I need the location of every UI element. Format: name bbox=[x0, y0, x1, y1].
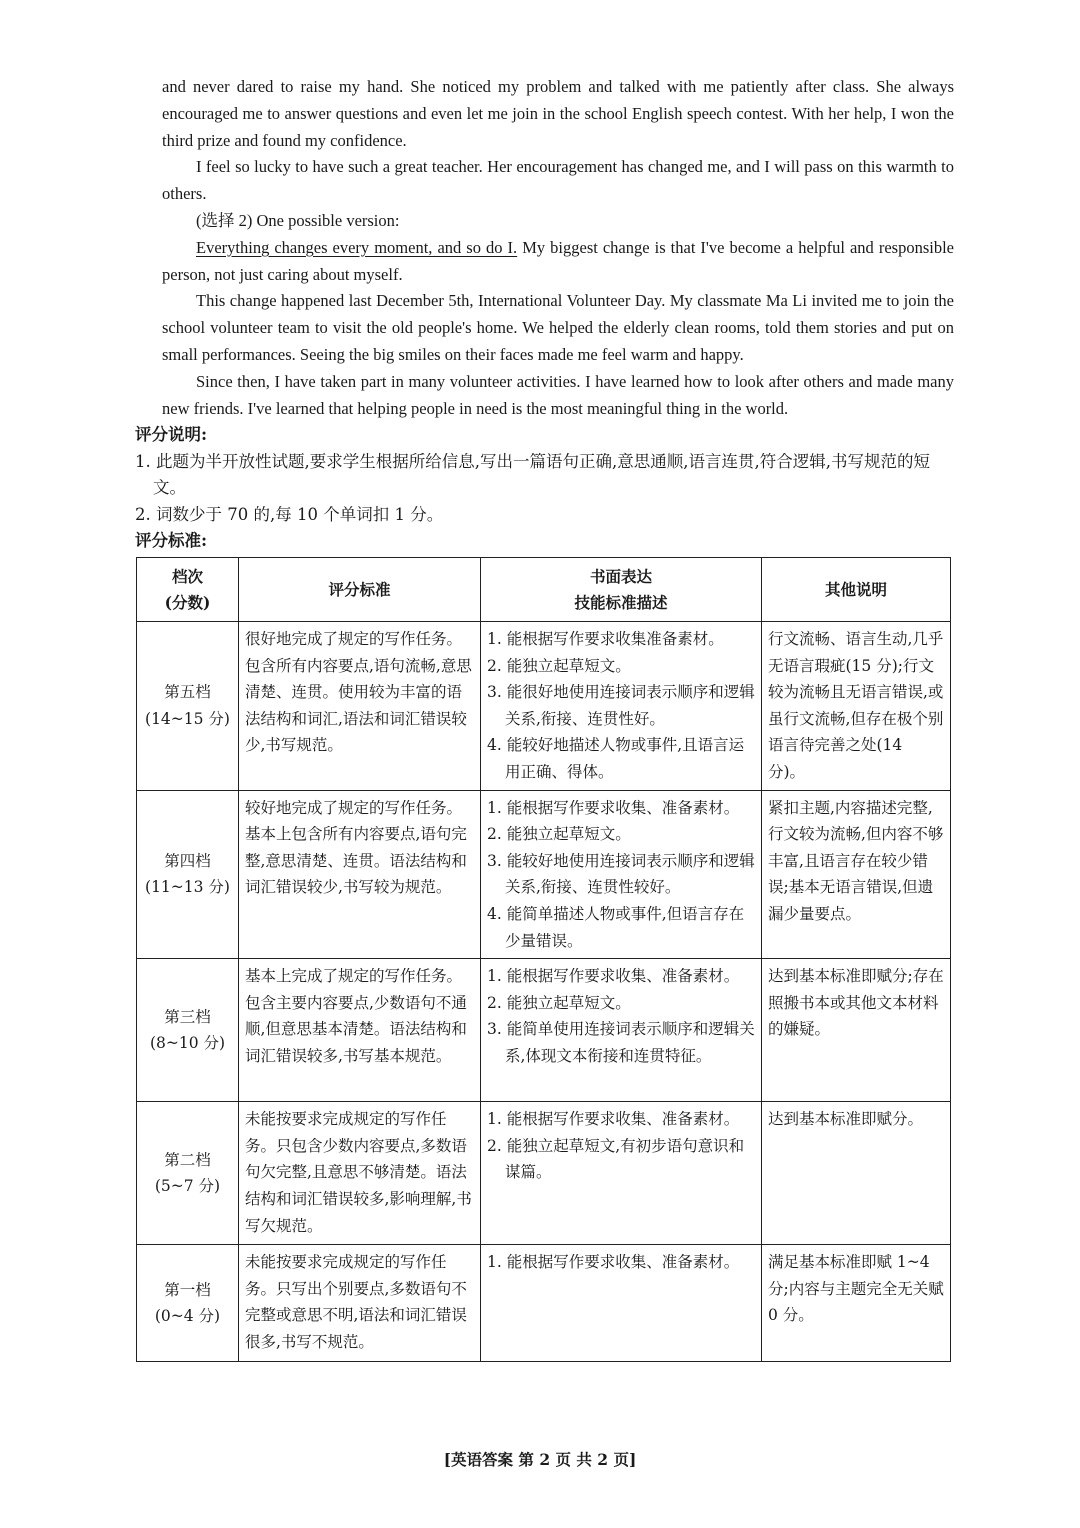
option-2-label: (选择 2) One possible version: bbox=[196, 210, 400, 230]
other-cell: 达到基本标准即赋分;存在照搬书本或其他文本材料的嫌疑。 bbox=[762, 959, 951, 1102]
band-score: (14~15 分) bbox=[145, 709, 230, 728]
band-label: 第三档 bbox=[164, 1007, 211, 1026]
essay-paragraph-5: Since then, I have taken part in many volunteer activities. I have learned how to look after others and made many new friends. I've learned that helping people in need is the most meaningful thing in the world. bbox=[162, 371, 954, 418]
table-row bbox=[137, 1245, 951, 1362]
other-cell: 行文流畅、语言生动,几乎无语言瑕疵(15 分);行文较为流畅且无语言错误,或虽行文流畅,但存在极个别语言待完善之处(14 分)。 bbox=[762, 622, 951, 791]
table-row bbox=[137, 790, 951, 959]
skill-item: 1. 能根据写作要求收集、准备素材。 bbox=[487, 1110, 740, 1129]
scoring-note-1: 1. 此题为半开放性试题,要求学生根据所给信息,写出一篇语句正确,意思通顺,语言连贯,符合逻辑,书写规范的短文。 bbox=[135, 451, 930, 497]
band-score: (8~10 分) bbox=[149, 1034, 226, 1053]
band-cell bbox=[137, 1102, 239, 1245]
skill-item: 2. 能独立起草短文。 bbox=[487, 656, 631, 675]
table-row bbox=[137, 622, 951, 791]
band-cell bbox=[137, 790, 239, 959]
skill-item: 1. 能根据写作要求收集、准备素材。 bbox=[487, 798, 740, 817]
skill-item: 2. 能独立起草短文。 bbox=[487, 825, 631, 844]
table-header-row bbox=[137, 558, 951, 622]
skills-cell bbox=[481, 622, 762, 791]
criteria-cell: 很好地完成了规定的写作任务。包含所有内容要点,语句流畅,意思清楚、连贯。使用较为丰富的语法结构和词汇,语法和词汇错误较少,书写规范。 bbox=[239, 622, 481, 791]
header-skills-line1: 书面表达 bbox=[589, 566, 652, 586]
skill-item: 1. 能根据写作要求收集、准备素材。 bbox=[487, 967, 740, 986]
header-band bbox=[137, 558, 239, 622]
header-other: 其他说明 bbox=[762, 558, 951, 622]
table-row bbox=[137, 959, 951, 1102]
criteria-cell: 较好地完成了规定的写作任务。基本上包含所有内容要点,语句完整,意思清楚、连贯。语法结构和词汇错误较少,书写较为规范。 bbox=[239, 790, 481, 959]
other-cell: 紧扣主题,内容描述完整,行文较为流畅,但内容不够丰富,且语言存在较少错误;基本无语言错误,但遗漏少量要点。 bbox=[762, 790, 951, 959]
essay-paragraph-1: and never dared to raise my hand. She noticed my problem and talked with me patiently after class. She always encouraged me to answer questions and even let me join in the school English speech contest. With her help, I won the third prize and found my confidence. bbox=[162, 77, 954, 150]
header-band-line1: 档次 bbox=[171, 566, 203, 586]
band-cell bbox=[137, 1245, 239, 1362]
skill-item: 3. 能很好地使用连接词表示顺序和逻辑关系,衔接、连贯性好。 bbox=[487, 683, 755, 728]
essay-paragraph-3 bbox=[162, 235, 954, 289]
band-label: 第一档 bbox=[164, 1280, 211, 1299]
essay-paragraph-3-rest: My biggest change is that I've become a helpful and responsible person, not just caring about myself. bbox=[162, 237, 954, 284]
band-label: 第二档 bbox=[164, 1150, 211, 1169]
criteria-cell: 基本上完成了规定的写作任务。包含主要内容要点,少数语句不通顺,但意思基本清楚。语法结构和词汇错误较多,书写基本规范。 bbox=[239, 959, 481, 1102]
header-skills bbox=[481, 558, 762, 622]
other-cell: 满足基本标准即赋 1~4 分;内容与主题完全无关赋 0 分。 bbox=[762, 1245, 951, 1362]
model-essay bbox=[162, 74, 954, 422]
scoring-note-2: 2. 词数少于 70 的,每 10 个单词扣 1 分。 bbox=[135, 504, 444, 524]
band-score: (11~13 分) bbox=[145, 878, 230, 897]
skills-cell bbox=[481, 1245, 762, 1362]
page-footer: [英语答案 第 2 页 共 2 页] bbox=[443, 1450, 637, 1469]
scoring-notes-heading: 评分说明: bbox=[135, 425, 208, 444]
scoring-notes bbox=[135, 422, 955, 555]
skill-item: 1. 能根据写作要求收集准备素材。 bbox=[487, 630, 724, 648]
header-criteria: 评分标准 bbox=[239, 558, 481, 622]
header-band-line2: (分数) bbox=[164, 592, 211, 612]
band-cell bbox=[137, 622, 239, 791]
essay-paragraph-4: This change happened last December 5th, International Volunteer Day. My classmate Ma Li invited me to join the school volunteer team to visit the old people's home. We helped the elderly clean rooms, told them stories and put on small performances. Seeing the big smiles on their faces made me feel warm and happy. bbox=[162, 291, 954, 364]
skill-item: 3. 能简单使用连接词表示顺序和逻辑关系,体现文本衔接和连贯特征。 bbox=[487, 1020, 755, 1065]
skills-cell bbox=[481, 1102, 762, 1245]
band-label: 第五档 bbox=[164, 683, 211, 702]
skill-item: 2. 能独立起草短文,有初步语句意识和谋篇。 bbox=[487, 1136, 745, 1182]
table-row bbox=[137, 1102, 951, 1245]
band-score: (5~7 分) bbox=[154, 1177, 221, 1196]
band-label: 第四档 bbox=[164, 851, 211, 870]
skill-item: 3. 能较好地使用连接词表示顺序和逻辑关系,衔接、连贯性较好。 bbox=[487, 851, 755, 897]
underlined-sentence: Everything changes every moment, and so do I. bbox=[196, 237, 518, 257]
criteria-cell: 未能按要求完成规定的写作任务。只写出个别要点,多数语句不完整或意思不明,语法和词汇错误很多,书写不规范。 bbox=[239, 1245, 481, 1362]
band-cell bbox=[137, 959, 239, 1102]
other-cell: 达到基本标准即赋分。 bbox=[762, 1102, 951, 1245]
essay-paragraph-2: I feel so lucky to have such a great teacher. Her encouragement has changed me, and I will pass on this warmth to others. bbox=[162, 157, 954, 204]
criteria-cell: 未能按要求完成规定的写作任务。只包含少数内容要点,多数语句欠完整,且意思不够清楚。语法结构和词汇错误较多,影响理解,书写欠规范。 bbox=[239, 1102, 481, 1245]
scoring-rubric-table bbox=[136, 557, 951, 1362]
skills-cell bbox=[481, 959, 762, 1102]
skills-cell bbox=[481, 790, 762, 959]
header-skills-line2: 技能标准描述 bbox=[574, 592, 668, 612]
skill-item: 2. 能独立起草短文。 bbox=[487, 993, 631, 1012]
skill-item: 4. 能简单描述人物或事件,但语言存在少量错误。 bbox=[487, 904, 745, 950]
skill-item: 4. 能较好地描述人物或事件,且语言运用正确、得体。 bbox=[487, 736, 745, 781]
band-score: (0~4 分) bbox=[154, 1307, 221, 1326]
skill-item: 1. 能根据写作要求收集、准备素材。 bbox=[487, 1253, 740, 1272]
scoring-standard-heading: 评分标准: bbox=[135, 531, 208, 550]
